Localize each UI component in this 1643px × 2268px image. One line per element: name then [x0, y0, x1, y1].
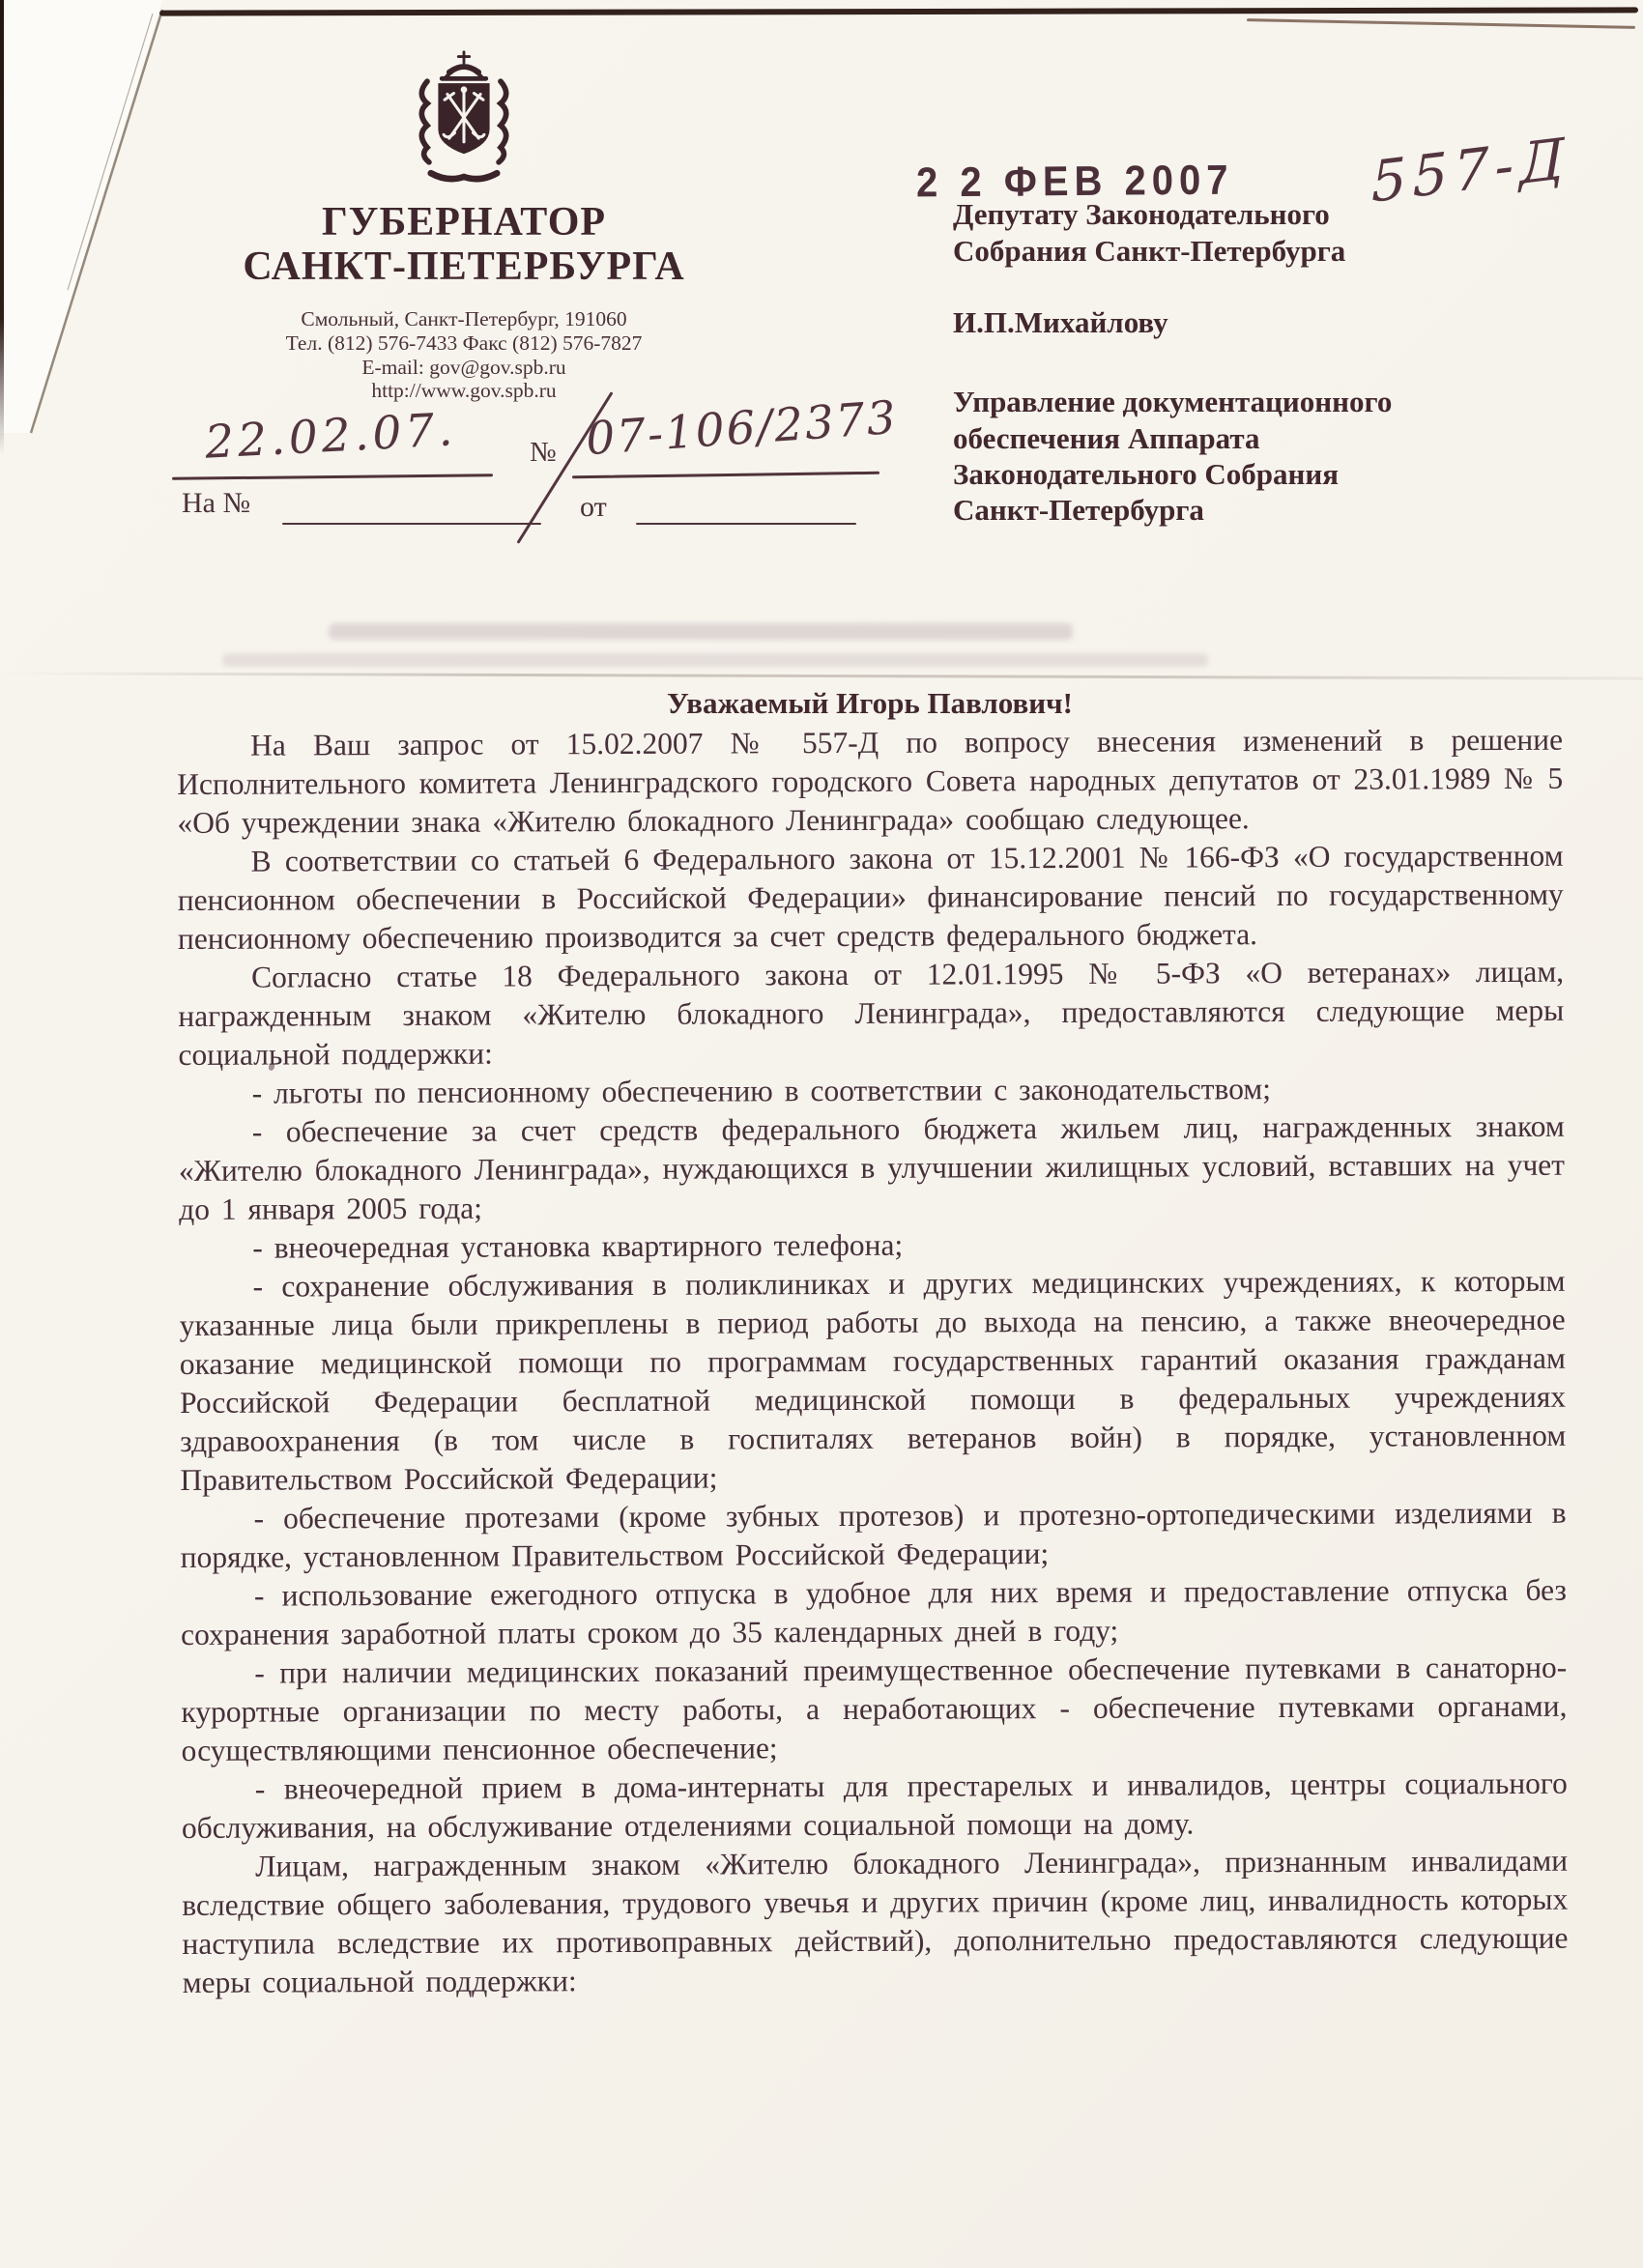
list-item-benefit: - внеочередной прием в дома-интернаты для престарелых и инвалидов, центры социального обслуживания, на обслуживание отделениями социальной помощи на дому. [181, 1766, 1568, 1845]
recipient-line1: Депутату Законодательного [953, 197, 1330, 231]
number-sign-label: № [530, 437, 557, 468]
scan-left-edge-artifact [0, 0, 4, 454]
incoming-number-blank-line [282, 523, 541, 525]
incoming-date-label: от [580, 491, 607, 523]
list-item-benefit: - при наличии медицинских показаний преимущественное обеспечение путевками в санаторно-курортные организации по месту работы, а неработающих - обеспечение путевками органами, осуществляющими пенсионное обеспечение; [181, 1650, 1568, 1767]
coat-of-arms-icon [398, 48, 530, 195]
paragraph: В соответствии со статьей 6 Федерального закона от 15.12.2001 № 166-ФЗ «О государственном пенсионном обеспечении в Российской Федерации» финансирование пенсий по государственному пенсионному обеспечению производится за счет средств федерального бюджета. [177, 838, 1564, 956]
list-item-benefit: - обеспечение протезами (кроме зубных протезов) и протезно-ортопедическими изделиями в порядке, установленном Правительством Российской Федерации; [180, 1495, 1567, 1574]
org-phone-fax: Тел. (812) 576-7433 Факс (812) 576-7827 [285, 331, 643, 355]
incoming-number-label: На № [182, 487, 251, 519]
date-underline [172, 474, 493, 479]
org-website: http://www.gov.spb.ru [371, 379, 557, 402]
letter-body [177, 721, 1569, 2002]
list-item-benefit: - льготы по пенсионному обеспечению в соответствии с законодательством; [251, 1072, 1272, 1110]
org-title-line1: ГУБЕРНАТОР [321, 200, 607, 244]
number-underline [572, 472, 879, 478]
handwritten-reference-note: 557-Д [1370, 125, 1571, 215]
list-item-benefit: - сохранение обслуживания в поликлиниках и других медицинских учреждениях, к которым указанные лица были прикреплены в период работы до выхода на пенсию, а также внеочередное оказание медицинской помощи по программам государственных гарантий оказания гражданам Российской Федерации бесплатной медицинской помощи в федеральных учреждениях здравоохранения (в том числе в госпиталях ветеранов войн) в порядке, установленном Правительством Российской Федерации; [179, 1263, 1567, 1497]
handwritten-date: 22.02.07. [203, 403, 458, 470]
list-item-benefit: - внеочередная установка квартирного телефона; [252, 1227, 904, 1265]
paragraph: На Ваш запрос от 15.02.2007 № 557-Д по вопросу внесения изменений в решение Исполнительного комитета Ленинградского городского Совета народных депутатов от 23.01.1989 № 5 «Об учреждении знака «Жителю блокадного Ленинграда» сообщаю следующее. [177, 722, 1564, 840]
recipient-department-line3: Законодательного Собрания [953, 457, 1339, 491]
recipient-line2: Собрания Санкт-Петербурга [953, 234, 1346, 268]
bleed-through-artifact [329, 623, 1073, 640]
recipient-department-line2: обеспечения Аппарата [953, 421, 1260, 455]
incoming-date-blank-line [636, 523, 856, 525]
paragraph: Согласно статье 18 Федерального закона от 12.01.1995 № 5-ФЗ «О ветеранах» лицам, награжденным знаком «Жителю блокадного Ленинграда», предоставляются следующие меры социальной поддержки: [178, 954, 1565, 1072]
bleed-through-artifact [222, 653, 1208, 667]
recipient-department-line1: Управление документационного [953, 385, 1393, 418]
list-item-benefit: - использование ежегодного отпуска в удобное для них время и предоставление отпуска без сохранения заработной платы сроком до 35 календарных дней в году; [181, 1572, 1567, 1651]
recipient-name: И.П.Михайлову [953, 305, 1168, 339]
scan-top-edge-artifact-2 [1247, 18, 1635, 29]
registration-date-stamp: 2 2 ФЕВ 2007 [915, 157, 1234, 207]
list-item-benefit: - обеспечение за счет средств федерального бюджета жильем лиц, награжденных знаком «Жителю блокадного Ленинграда», нуждающихся в улучшении жилищных условий, вставших на учет до 1 января 2005 года; [178, 1108, 1566, 1226]
org-address: Смольный, Санкт-Петербург, 191060 [301, 307, 627, 330]
salutation: Уважаемый Игорь Павлович! [667, 686, 1073, 720]
paragraph: Лицам, награжденным знаком «Жителю блокадного Ленинграда», признанным инвалидами вследствие общего заболевания, трудового увечья и других причин (кроме лиц, инвалидность которых наступила вследствие их противоправных действий), дополнительно предоставляются следующие меры социальной поддержки: [182, 1843, 1569, 1999]
scan-top-edge-artifact [159, 7, 1638, 15]
recipient-department-line4: Санкт-Петербурга [953, 493, 1204, 527]
org-title-line2: САНКТ-ПЕТЕРБУРГА [243, 244, 685, 289]
org-email: E-mail: gov@gov.spb.ru [361, 356, 566, 379]
scan-crease-line [0, 672, 1643, 679]
handwritten-outgoing-number: 07-106/2373 [584, 390, 900, 467]
